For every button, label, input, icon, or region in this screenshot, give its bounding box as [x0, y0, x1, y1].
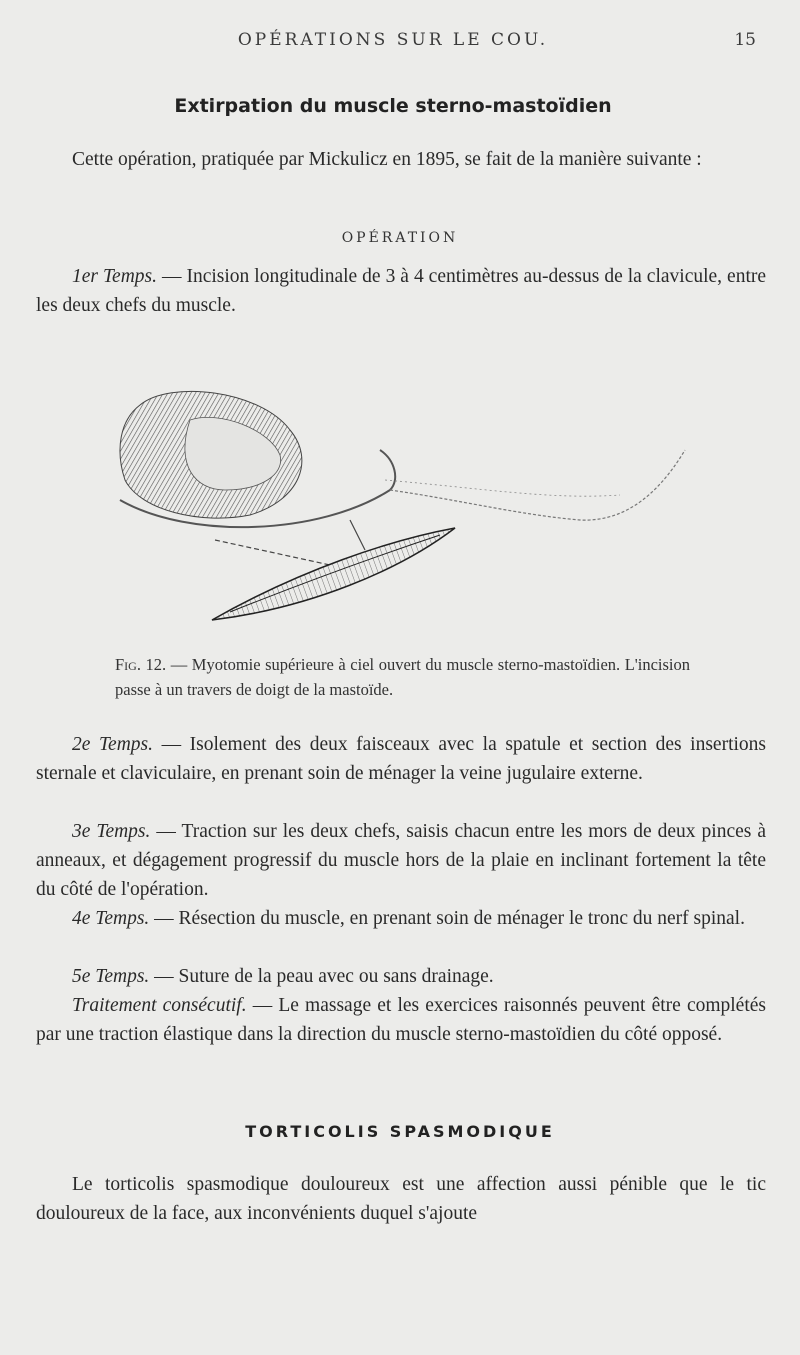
step-4-text: — Résection du muscle, en prenant soin de ménager le tronc du nerf spinal. [149, 908, 745, 929]
intro-paragraph: Cette opération, pratiquée par Mickulicz en 1895, se fait de la manière suivante : [72, 149, 702, 170]
treatment-label: Traitement consécutif. [72, 995, 247, 1016]
section-title: Extirpation du muscle sterno-mastoïdien [174, 95, 612, 117]
step-1-paragraph [36, 262, 766, 320]
step-5-label: 5e Temps. [72, 966, 150, 987]
neck-lines [390, 450, 685, 520]
step-4-label: 4e Temps. [72, 908, 150, 929]
chapter-title: TORTICOLIS SPASMODIQUE [245, 1122, 555, 1141]
figure-caption-text: — Myotomie supérieure à ciel ouvert du muscle sterno-mastoïdien. L'incision passe à un travers de doigt de la mastoïde. [115, 655, 691, 699]
step-1-text: — Incision longitudinale de 3 à 4 centimètres au-dessus de la clavicule, entre les deux chefs du muscle. [36, 266, 767, 316]
step-3-text: — Traction sur les deux chefs, saisis chacun entre les mors de deux pinces à anneaux, et dégagement progressif du muscle hors de la plaie en inclinant fortement la tête du côté de l'opération. [36, 821, 766, 900]
treatment-paragraph [36, 991, 766, 1049]
step-1-label: 1er Temps. [72, 266, 157, 287]
figure-label: Fig. 12. [115, 655, 167, 674]
operation-heading: OPÉRATION [341, 230, 459, 246]
step-3-label: 3e Temps. [72, 821, 151, 842]
running-title: OPÉRATIONS SUR LE COU. [237, 30, 549, 50]
guide-line [350, 520, 365, 550]
step-3-paragraph [36, 817, 766, 904]
step-2-paragraph [36, 730, 766, 788]
closing-paragraph: Le torticolis spasmodique douloureux est une affection aussi pénible que le tic douloureux de la face, aux inconvénients duquel s'ajoute [36, 1174, 766, 1224]
dashed-line [215, 540, 330, 565]
step-5-text: — Suture de la peau avec ou sans drainage. [149, 966, 494, 987]
step-4-paragraph [36, 904, 766, 933]
page-number: 15 [734, 30, 756, 50]
treatment-text: — Le massage et les exercices raisonnés peuvent être complétés par une traction élastique dans la direction du muscle sterno-mastoïdien du côté opposé. [36, 995, 766, 1045]
step-2-text: — Isolement des deux faisceaux avec la spatule et section des insertions sternale et claviculaire, en prenant soin de ménager la veine jugulaire externe. [36, 734, 766, 784]
step-2-label: 2e Temps. [72, 734, 153, 755]
figure-illustration [100, 350, 700, 640]
step-5-paragraph [36, 962, 766, 991]
neck-lines-2 [385, 480, 620, 496]
figure-caption [115, 652, 690, 702]
running-head [0, 30, 800, 54]
